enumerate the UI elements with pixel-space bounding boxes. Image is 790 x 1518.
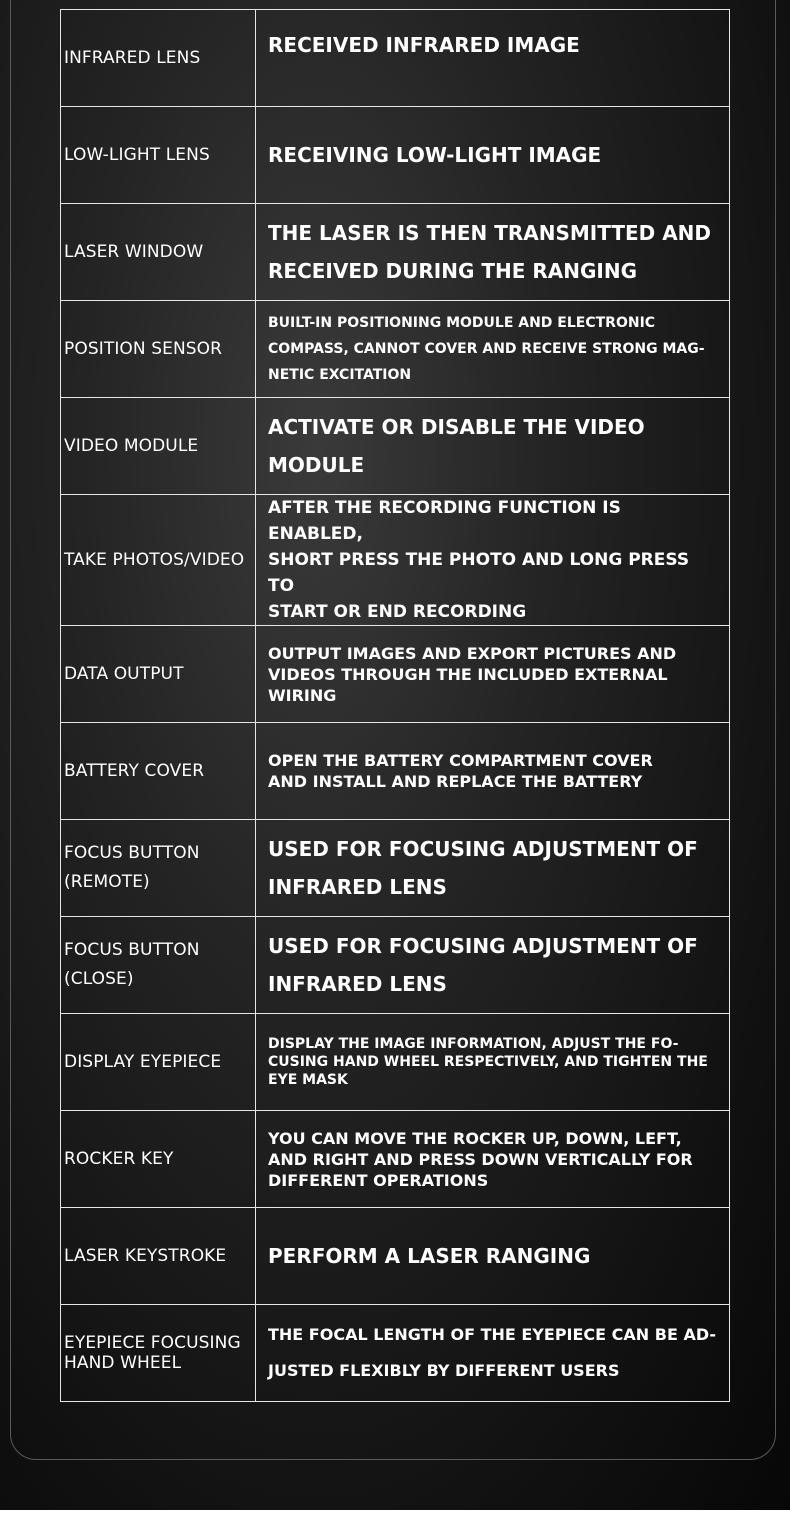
table-row — [61, 204, 730, 301]
table-row — [61, 1305, 730, 1402]
table-row — [61, 1111, 730, 1208]
row-desc-position-sensor: BUILT-IN POSITIONING MODULE AND ELECTRONIC COMPASS, CANNOT COVER AND RECEIVE STRONG MAG- NETIC EXCITATION — [256, 301, 730, 398]
row-label-laser-window: LASER WINDOW — [61, 204, 256, 301]
row-desc-take-photos-video: AFTER THE RECORDING FUNCTION IS ENABLED, SHORT PRESS THE PHOTO AND LONG PRESS TO START OR END RECORDING — [256, 495, 730, 626]
row-label-position-sensor: POSITION SENSOR — [61, 301, 256, 398]
table-row — [61, 10, 730, 107]
row-desc-laser-keystroke: PERFORM A LASER RANGING — [256, 1208, 730, 1305]
row-desc-video-module: ACTIVATE OR DISABLE THE VIDEO MODULE — [256, 398, 730, 495]
row-label-focus-button-remote: FOCUS BUTTON (REMOTE) — [61, 820, 256, 917]
row-label-take-photos-video: TAKE PHOTOS/VIDEO — [61, 495, 256, 626]
table-row — [61, 626, 730, 723]
row-label-low-light-lens: LOW-LIGHT LENS — [61, 107, 256, 204]
row-label-data-output: DATA OUTPUT — [61, 626, 256, 723]
row-desc-rocker-key: YOU CAN MOVE THE ROCKER UP, DOWN, LEFT, AND RIGHT AND PRESS DOWN VERTICALLY FOR DIFFERENT OPERATIONS — [256, 1111, 730, 1208]
table-row — [61, 495, 730, 626]
row-desc-display-eyepiece: DISPLAY THE IMAGE INFORMATION, ADJUST THE FO- CUSING HAND WHEEL RESPECTIVELY, AND TIGHTEN THE EYE MASK — [256, 1014, 730, 1111]
component-spec-table — [60, 9, 730, 1402]
row-label-display-eyepiece: DISPLAY EYEPIECE — [61, 1014, 256, 1111]
table-row — [61, 917, 730, 1014]
table-row — [61, 820, 730, 917]
table-row — [61, 107, 730, 204]
row-label-laser-keystroke: LASER KEYSTROKE — [61, 1208, 256, 1305]
row-label-eyepiece-focusing-hand-wheel: EYEPIECE FOCUSING HAND WHEEL — [61, 1305, 256, 1402]
row-label-infrared-lens: INFRARED LENS — [61, 10, 256, 107]
row-desc-focus-button-close: USED FOR FOCUSING ADJUSTMENT OF INFRARED LENS — [256, 917, 730, 1014]
row-label-focus-button-close: FOCUS BUTTON (CLOSE) — [61, 917, 256, 1014]
row-desc-battery-cover: OPEN THE BATTERY COMPARTMENT COVER AND INSTALL AND REPLACE THE BATTERY — [256, 723, 730, 820]
table-row — [61, 398, 730, 495]
table-row — [61, 1208, 730, 1305]
row-desc-low-light-lens: RECEIVING LOW-LIGHT IMAGE — [256, 107, 730, 204]
row-desc-laser-window: THE LASER IS THEN TRANSMITTED AND RECEIVED DURING THE RANGING — [256, 204, 730, 301]
row-desc-eyepiece-focusing-hand-wheel: THE FOCAL LENGTH OF THE EYEPIECE CAN BE AD- JUSTED FLEXIBLY BY DIFFERENT USERS — [256, 1305, 730, 1402]
row-label-video-module: VIDEO MODULE — [61, 398, 256, 495]
bottom-strip — [0, 1510, 790, 1518]
table-row — [61, 723, 730, 820]
table-row — [61, 301, 730, 398]
row-desc-focus-button-remote: USED FOR FOCUSING ADJUSTMENT OF INFRARED LENS — [256, 820, 730, 917]
table-row — [61, 1014, 730, 1111]
row-label-rocker-key: ROCKER KEY — [61, 1111, 256, 1208]
row-desc-data-output: OUTPUT IMAGES AND EXPORT PICTURES AND VIDEOS THROUGH THE INCLUDED EXTERNAL WIRING — [256, 626, 730, 723]
row-desc-infrared-lens: RECEIVED INFRARED IMAGE — [256, 10, 730, 107]
row-label-battery-cover: BATTERY COVER — [61, 723, 256, 820]
